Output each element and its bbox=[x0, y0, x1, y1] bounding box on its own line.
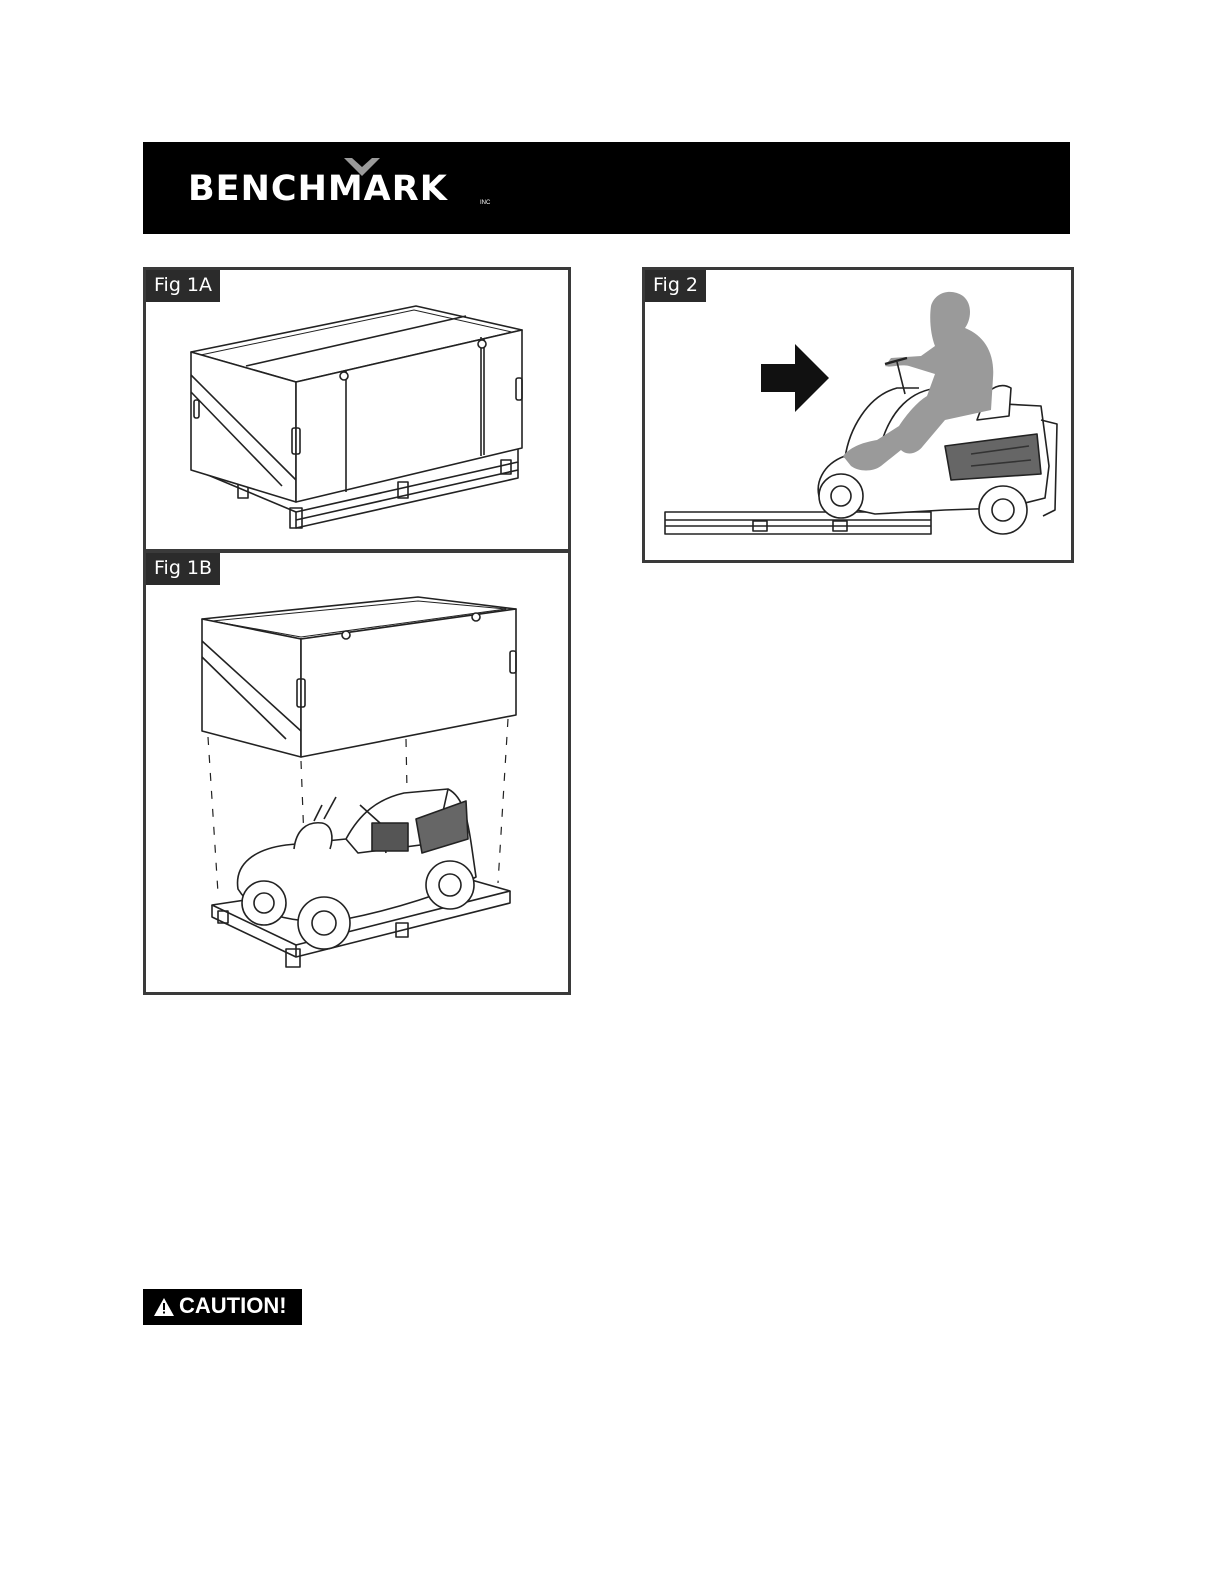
figure-1a bbox=[143, 267, 571, 552]
direction-arrow-icon bbox=[761, 344, 829, 412]
crated-mower-box-icon bbox=[146, 270, 568, 549]
caution-badge bbox=[143, 1289, 302, 1325]
figure-1b-label: Fig 1B bbox=[146, 553, 220, 585]
brand-logo bbox=[188, 158, 491, 210]
figure-1b bbox=[143, 550, 571, 995]
trademark-mark: INC bbox=[480, 200, 491, 206]
figure-1a-label: Fig 1A bbox=[146, 270, 220, 302]
box-lifted-off-mower-icon bbox=[146, 553, 568, 992]
warning-triangle-icon bbox=[154, 1298, 174, 1316]
driving-mower-off-pallet-icon bbox=[645, 270, 1071, 560]
figure-2-label: Fig 2 bbox=[645, 270, 706, 302]
brand-name: BENCHMARK bbox=[188, 169, 448, 209]
caution-label: CAUTION! bbox=[179, 1293, 287, 1318]
figure-2 bbox=[642, 267, 1074, 563]
